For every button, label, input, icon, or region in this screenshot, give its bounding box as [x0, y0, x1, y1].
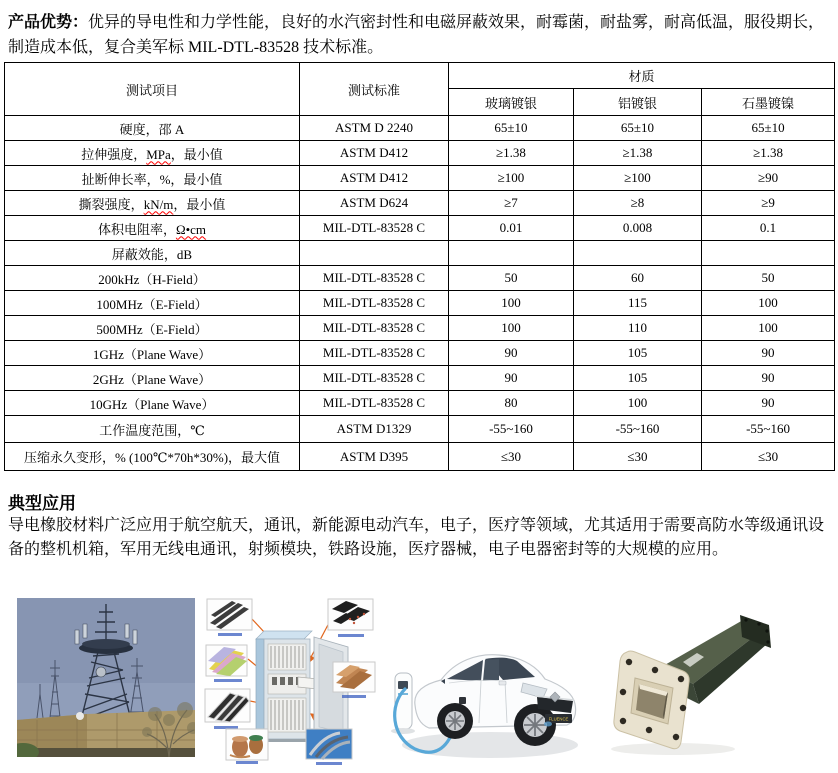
table-row-1ghz — [5, 341, 835, 366]
table-header-row — [5, 63, 835, 89]
cell-standard: MIL-DTL-83528 C — [300, 316, 449, 341]
cell-value: 90 — [702, 366, 835, 391]
cell-value: 90 — [702, 391, 835, 416]
intro-paragraph — [8, 10, 832, 60]
cell-value: 50 — [702, 266, 835, 291]
cell-value: ≥9 — [702, 191, 835, 216]
server-cabinet-illustration — [202, 589, 378, 765]
cell-value: 100 — [449, 316, 574, 341]
cell-value — [449, 241, 574, 266]
cell-item: 撕裂强度，kN/m，最小值 — [5, 191, 300, 216]
cell-standard: ASTM D624 — [300, 191, 449, 216]
cell-value: -55~160 — [702, 416, 835, 443]
cell-value: ≤30 — [702, 443, 835, 471]
cell-item: 压缩永久变形，% (100℃*70h*30%)，最大值 — [5, 443, 300, 471]
cell-standard: MIL-DTL-83528 C — [300, 291, 449, 316]
cell-value: 65±10 — [449, 116, 574, 141]
cell-value: -55~160 — [449, 416, 574, 443]
typical-applications-paragraph: 导电橡胶材料广泛应用于航空航天，通讯，新能源电动汽车，电子，医疗等领域，尤其适用于需要高防水等级通讯设备的整机机箱，军用无线电通讯，射频模块，铁路设施，医疗器械，电子电器密封等的大规模的应用。 — [8, 517, 825, 558]
cell-standard: MIL-DTL-83528 C — [300, 341, 449, 366]
col-header-item: 测试项目 — [5, 63, 300, 116]
cell-value: ≥1.38 — [702, 141, 835, 166]
copper-tape-thumb — [226, 729, 268, 764]
cell-item: 拉伸强度，MPa，最小值 — [5, 141, 300, 166]
thermal-sheets-thumb — [206, 645, 247, 682]
table-row-500mhz — [5, 316, 835, 341]
cell-standard: ASTM D 2240 — [300, 116, 449, 141]
table-row-temperature — [5, 416, 835, 443]
cell-value: ≥8 — [574, 191, 702, 216]
cell-value: 0.008 — [574, 216, 702, 241]
cell-item: 10GHz（Plane Wave） — [5, 391, 300, 416]
table-row-200khz — [5, 266, 835, 291]
table-row-elongation — [5, 166, 835, 191]
cell-standard: ASTM D412 — [300, 141, 449, 166]
cell-value: 100 — [449, 291, 574, 316]
cell-value: ≥1.38 — [574, 141, 702, 166]
spellcheck-underline: kN/m — [143, 196, 174, 212]
ev-car-photo — [385, 597, 585, 770]
cell-item: 工作温度范围，℃ — [5, 416, 300, 443]
cell-item: 屏蔽效能，dB — [5, 241, 300, 266]
cell-item: 500MHz（E-Field） — [5, 316, 300, 341]
cell-value: 0.01 — [449, 216, 574, 241]
cell-standard: MIL-DTL-83528 C — [300, 366, 449, 391]
charge-port — [459, 697, 466, 704]
spellcheck-underline: Ω•cm — [175, 221, 207, 237]
waveguide-photo — [593, 600, 787, 760]
cell-standard: ASTM D395 — [300, 443, 449, 471]
cell-value: 90 — [449, 341, 574, 366]
typical-applications-heading: 典型应用 — [8, 494, 76, 513]
table-row-10ghz — [5, 391, 835, 416]
table-row-tear — [5, 191, 835, 216]
cell-value: 0.1 — [702, 216, 835, 241]
cabinet-diagram — [202, 589, 378, 765]
cell-item: 100MHz（E-Field） — [5, 291, 300, 316]
cell-item: 200kHz（H-Field） — [5, 266, 300, 291]
svg-text:FLUENCE: FLUENCE — [548, 716, 569, 722]
table-row-2ghz — [5, 366, 835, 391]
cell-value — [574, 241, 702, 266]
cell-value — [702, 241, 835, 266]
cell-value: ≥1.38 — [449, 141, 574, 166]
table-row-compression-set — [5, 443, 835, 471]
cell-item: 硬度，邵 A — [5, 116, 300, 141]
cell-value: ≥90 — [702, 166, 835, 191]
waveguide-illustration — [593, 600, 787, 760]
side-mirror — [499, 681, 506, 685]
spec-table — [4, 62, 835, 471]
cell-value: 115 — [574, 291, 702, 316]
cell-value: 50 — [449, 266, 574, 291]
product-advantage-label: 产品优势： — [8, 14, 89, 31]
fog-light — [544, 722, 552, 727]
table-row-hardness — [5, 116, 835, 141]
cell-value: 90 — [449, 366, 574, 391]
spellcheck-underline: MPa — [146, 146, 171, 162]
cell-value: 100 — [574, 391, 702, 416]
col-header-standard: 测试标准 — [300, 63, 449, 116]
cell-standard — [300, 241, 449, 266]
cell-value: ≥100 — [449, 166, 574, 191]
cell-value: ≥100 — [574, 166, 702, 191]
table-row-tensile — [5, 141, 835, 166]
cell-standard: ASTM D1329 — [300, 416, 449, 443]
cell-value: 100 — [702, 316, 835, 341]
gasket-strips-thumb — [207, 599, 252, 636]
cell-value: 65±10 — [574, 116, 702, 141]
cell-standard: MIL-DTL-83528 C — [300, 266, 449, 291]
cell-standard: MIL-DTL-83528 C — [300, 391, 449, 416]
telecom-tower-illustration — [17, 598, 195, 757]
cell-value: 100 — [702, 291, 835, 316]
tower-photo — [17, 598, 195, 757]
cell-value: 60 — [574, 266, 702, 291]
cell-value: ≥7 — [449, 191, 574, 216]
col-header-material-graphite-nickel: 石墨镀镍 — [702, 89, 835, 116]
cell-value: 80 — [449, 391, 574, 416]
cell-value: 105 — [574, 341, 702, 366]
col-header-material: 材质 — [449, 63, 835, 89]
cell-value: 90 — [702, 341, 835, 366]
product-advantage-text: 优异的导电性和力学性能，良好的水汽密封性和电磁屏蔽效果，耐霉菌，耐盐雾，耐高低温，服役期长，制造成本低，复合美军标 MIL-DTL-83528 技术标准。 — [8, 14, 825, 56]
cell-value: 110 — [574, 316, 702, 341]
cell-item: 1GHz（Plane Wave） — [5, 341, 300, 366]
microwave-dish — [96, 667, 106, 677]
cell-value: 65±10 — [702, 116, 835, 141]
table-row-resistivity — [5, 216, 835, 241]
col-header-material-glass-silver: 玻璃镀银 — [449, 89, 574, 116]
cell-value: -55~160 — [574, 416, 702, 443]
cell-value: ≤30 — [574, 443, 702, 471]
table-row-shielding-header — [5, 241, 835, 266]
cell-value: ≤30 — [449, 443, 574, 471]
cell-standard: MIL-DTL-83528 C — [300, 216, 449, 241]
cell-item: 体积电阻率，Ω•cm — [5, 216, 300, 241]
electric-car-illustration — [385, 597, 585, 770]
table-row-100mhz — [5, 291, 835, 316]
cell-item: 2GHz（Plane Wave） — [5, 366, 300, 391]
cell-item: 扯断伸长率，%，最小值 — [5, 166, 300, 191]
cell-standard: ASTM D412 — [300, 166, 449, 191]
cell-value: 105 — [574, 366, 702, 391]
col-header-material-al-silver: 铝镀银 — [574, 89, 702, 116]
